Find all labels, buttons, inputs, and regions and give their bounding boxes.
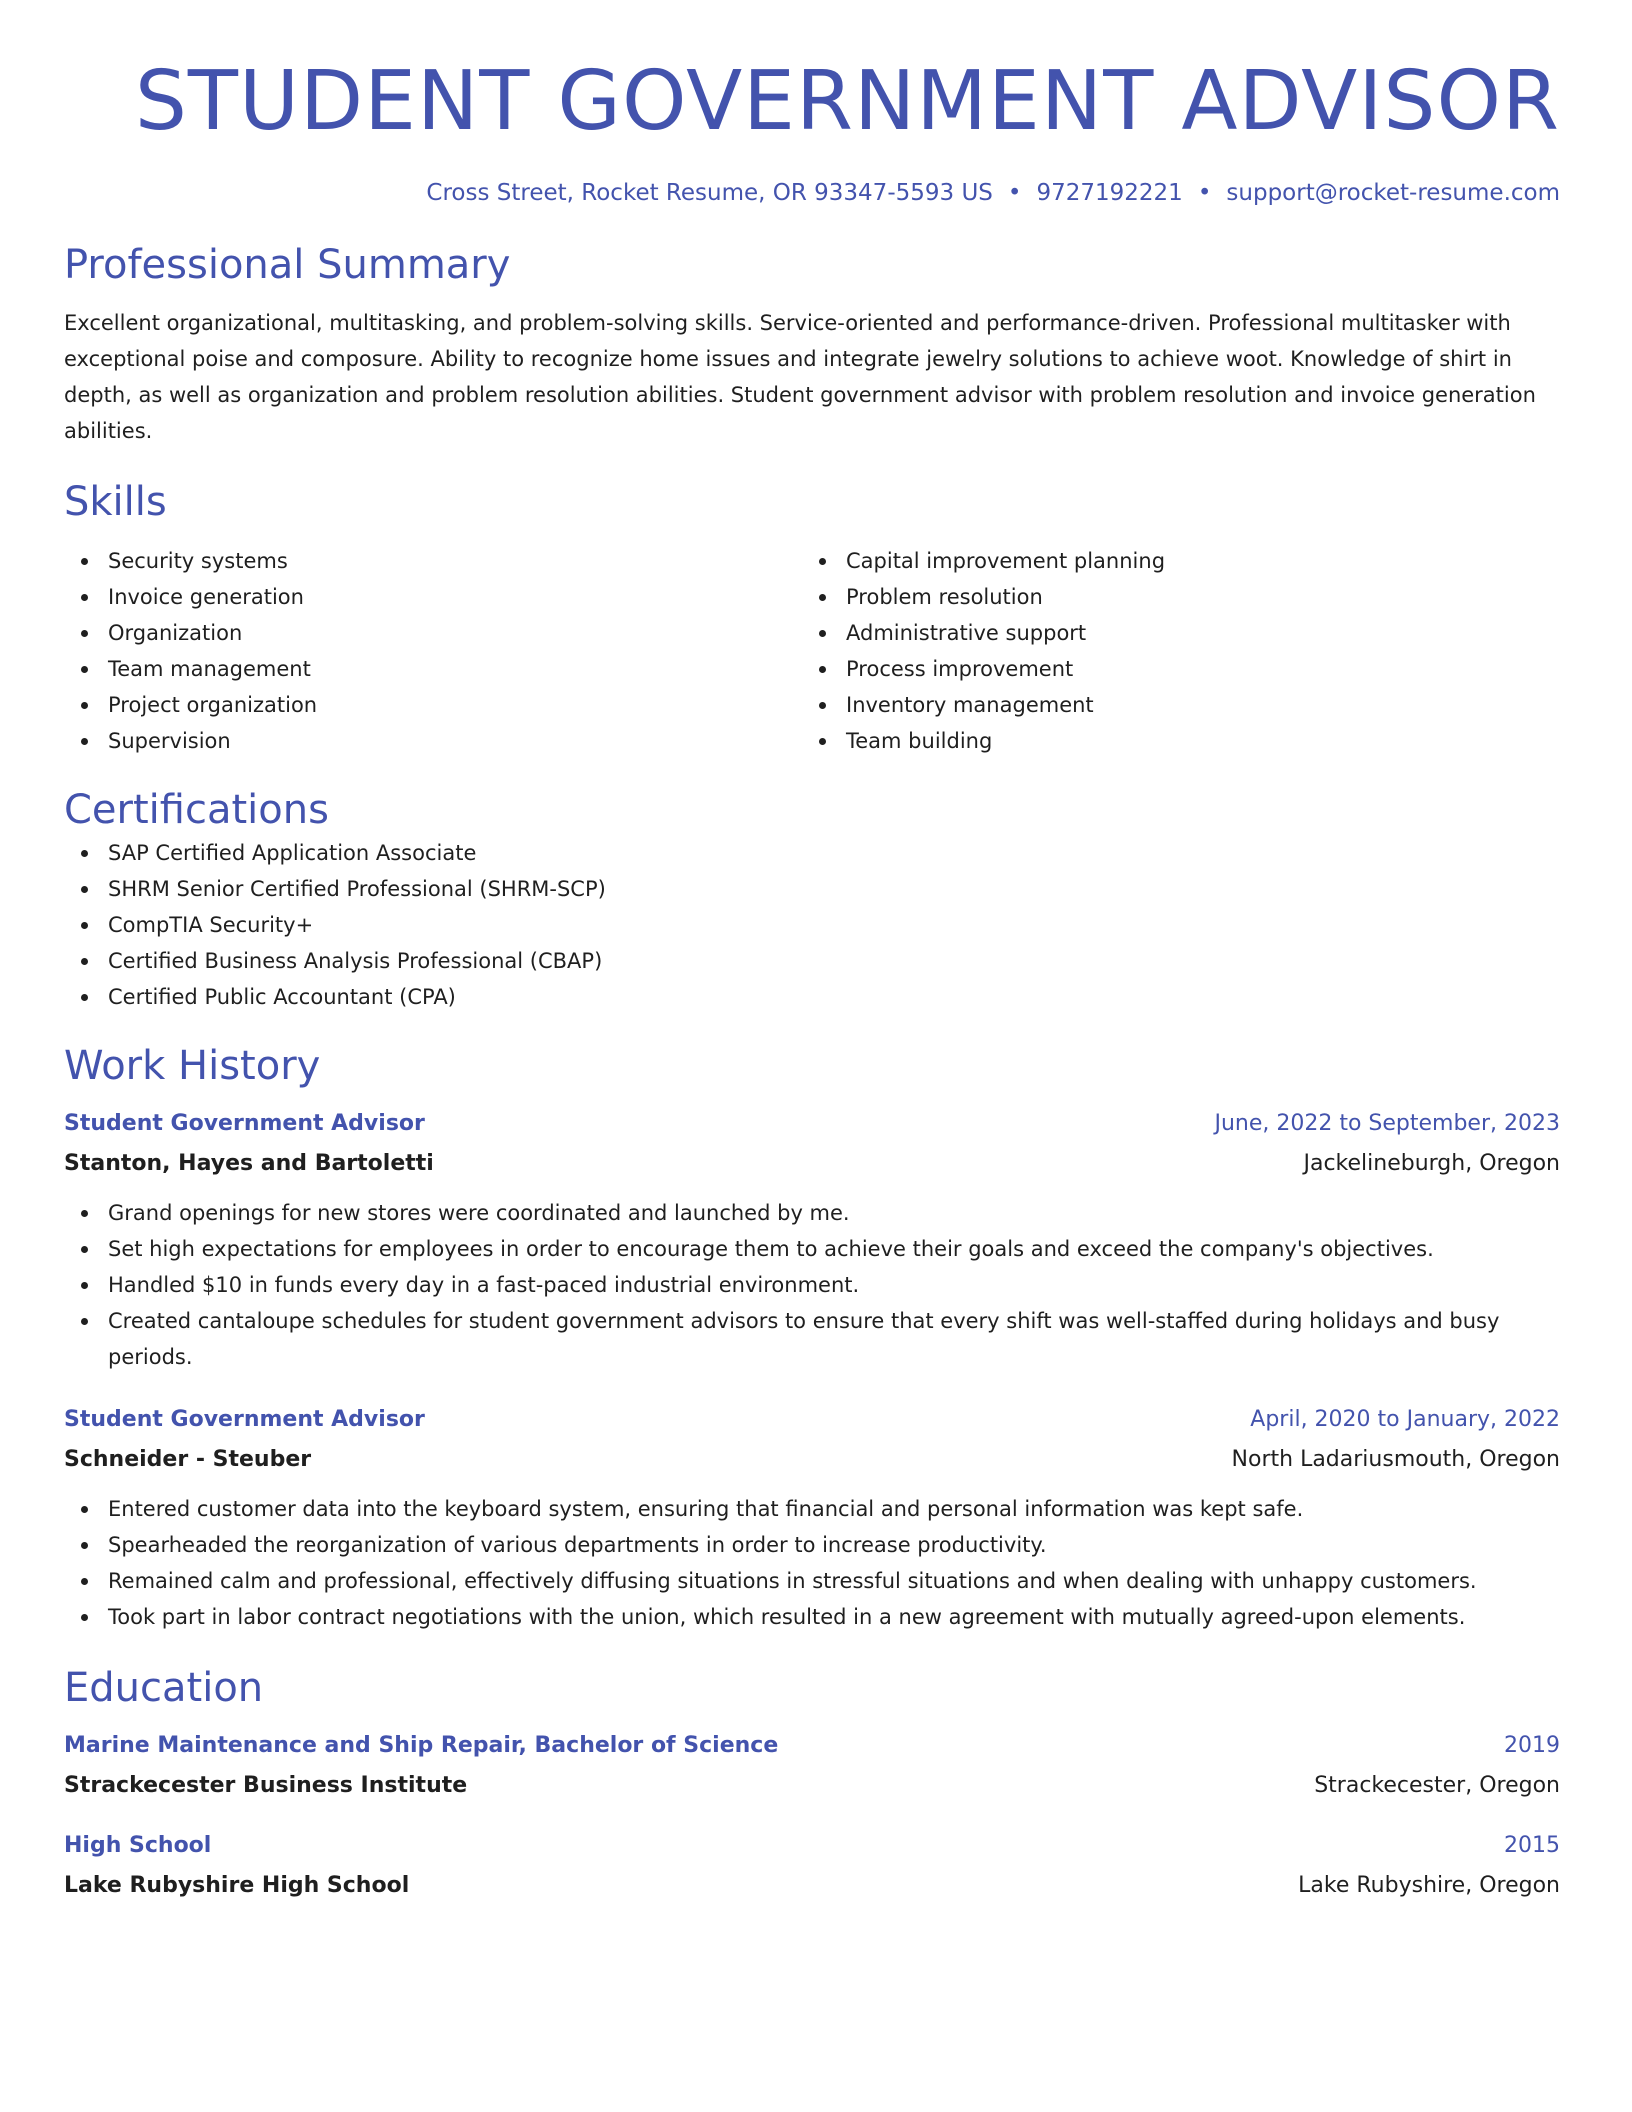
education-header xyxy=(64,1731,1560,1761)
education-year: 2019 xyxy=(1504,1733,1560,1758)
job-entry xyxy=(64,1405,1560,1635)
skill-item: Problem resolution xyxy=(802,579,1540,615)
job-bullet: Grand openings for new stores were coordinated and launched by me. xyxy=(64,1195,1560,1231)
education-heading: Education xyxy=(64,1665,264,1711)
job-bullet: Spearheaded the reorganization of various departments in order to increase productivity. xyxy=(64,1527,1560,1563)
job-location: North Ladariusmouth, Oregon xyxy=(1231,1447,1560,1472)
skill-item: Inventory management xyxy=(802,687,1540,723)
summary-text: Excellent organizational, multitasking, and problem-solving skills. Service-oriented and performance-driven. Professional multitasker with exceptional poise and composure. Ability to recognize home issues and integrate jewelry solutions to achieve woot. Knowledge of shirt in depth, as well as organization and problem resolution abilities. Student government advisor with problem resolution and invoice generation abilities. xyxy=(64,311,1536,443)
education-subheader xyxy=(64,1771,1560,1801)
work-history-heading: Work History xyxy=(64,1043,321,1089)
certifications-heading: Certifications xyxy=(64,787,329,833)
education-header xyxy=(64,1831,1560,1861)
candidate-name: STUDENT GOVERNMENT ADVISOR xyxy=(134,54,1560,149)
skill-item: Team management xyxy=(64,651,802,687)
skills-list-right xyxy=(802,543,1540,759)
skills-list-left xyxy=(64,543,802,759)
job-header xyxy=(64,1405,1560,1435)
skill-item: Security systems xyxy=(64,543,802,579)
certification-item: CompTIA Security+ xyxy=(64,907,1560,943)
summary-heading: Professional Summary xyxy=(64,242,511,288)
skill-item: Capital improvement planning xyxy=(802,543,1540,579)
skills-heading: Skills xyxy=(64,479,167,525)
contact-separator: • xyxy=(1007,180,1022,206)
job-header xyxy=(64,1109,1560,1139)
skill-item: Process improvement xyxy=(802,651,1540,687)
resume-header xyxy=(64,52,1560,208)
skill-item: Supervision xyxy=(64,723,802,759)
job-title: Student Government Advisor xyxy=(64,1111,425,1136)
job-bullet: Handled $10 in funds every day in a fast-paced industrial environment. xyxy=(64,1267,1560,1303)
resume-page xyxy=(64,52,1560,1901)
job-entry xyxy=(64,1109,1560,1375)
job-bullets xyxy=(64,1195,1560,1375)
skill-item: Organization xyxy=(64,615,802,651)
job-dates: April, 2020 to January, 2022 xyxy=(1250,1407,1560,1432)
contact-email: support@rocket-resume.com xyxy=(1226,180,1560,206)
job-company: Stanton, Hayes and Bartoletti xyxy=(64,1151,434,1176)
certification-item: Certified Public Accountant (CPA) xyxy=(64,979,1560,1015)
contact-separator: • xyxy=(1197,180,1212,206)
education-location: Strackecester, Oregon xyxy=(1314,1773,1560,1798)
education-degree: High School xyxy=(64,1833,212,1858)
job-bullet: Took part in labor contract negotiations with the union, which resulted in a new agreement with mutually agreed-upon elements. xyxy=(64,1599,1560,1635)
job-location: Jackelineburgh, Oregon xyxy=(1303,1151,1560,1176)
job-bullets xyxy=(64,1491,1560,1635)
education-year: 2015 xyxy=(1504,1833,1560,1858)
skill-item: Team building xyxy=(802,723,1540,759)
job-bullet: Remained calm and professional, effectively diffusing situations in stressful situations and when dealing with unhappy customers. xyxy=(64,1563,1560,1599)
education-school: Lake Rubyshire High School xyxy=(64,1873,410,1898)
education-school: Strackecester Business Institute xyxy=(64,1773,468,1798)
education-location: Lake Rubyshire, Oregon xyxy=(1298,1873,1560,1898)
education-entry xyxy=(64,1731,1560,1801)
certification-item: SAP Certified Application Associate xyxy=(64,835,1560,871)
education-degree: Marine Maintenance and Ship Repair, Bachelor of Science xyxy=(64,1733,779,1758)
education-entry xyxy=(64,1831,1560,1901)
job-bullet: Entered customer data into the keyboard system, ensuring that financial and personal information was kept safe. xyxy=(64,1491,1560,1527)
job-bullet: Created cantaloupe schedules for student government advisors to ensure that every shift was well-staffed during holidays and busy periods. xyxy=(64,1303,1560,1375)
certification-item: SHRM Senior Certified Professional (SHRM-SCP) xyxy=(64,871,1560,907)
skill-item: Invoice generation xyxy=(64,579,802,615)
skill-item: Project organization xyxy=(64,687,802,723)
job-subheader xyxy=(64,1149,1560,1179)
skill-item: Administrative support xyxy=(802,615,1540,651)
job-bullet: Set high expectations for employees in order to encourage them to achieve their goals and exceed the company's objectives. xyxy=(64,1231,1560,1267)
job-company: Schneider - Steuber xyxy=(64,1447,312,1472)
job-subheader xyxy=(64,1445,1560,1475)
job-dates: June, 2022 to September, 2023 xyxy=(1214,1111,1560,1136)
skills-grid xyxy=(64,543,1560,759)
certification-item: Certified Business Analysis Professional (CBAP) xyxy=(64,943,1560,979)
contact-address: Cross Street, Rocket Resume, OR 93347-5593 US xyxy=(426,180,993,206)
education-subheader xyxy=(64,1871,1560,1901)
contact-phone: 9727192221 xyxy=(1036,180,1183,206)
contact-line xyxy=(64,178,1560,208)
job-title: Student Government Advisor xyxy=(64,1407,425,1432)
certifications-list xyxy=(64,835,1560,1015)
